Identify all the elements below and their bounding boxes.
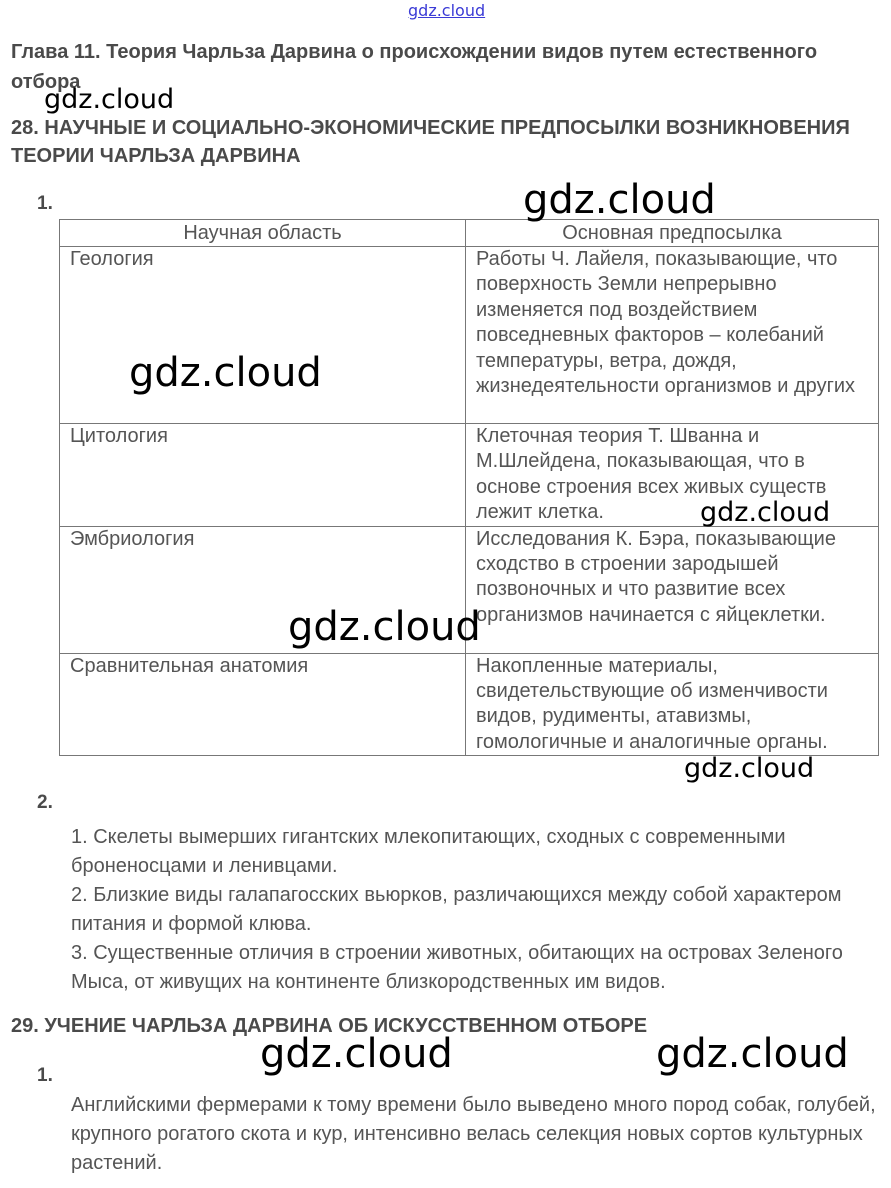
premise-cell: Работы Ч. Лайеля, показывающие, что поверхность Земли непрерывно изменяется под воздействием повседневных факторов – колебаний температуры, ветра, дождя, жизнедеятельности организмов и других — [466, 247, 879, 424]
watermark: gdz.cloud — [700, 497, 831, 528]
answer-text: Английскими фермерами к тому времени было выведено много пород собак, голубей, крупного рогатого скота и кур, интенсивно велась селекция новых сортов культурных растений. — [71, 1094, 876, 1174]
list-item: 3. Существенные отличия в строении животных, обитающих на островах Зеленого Мыса, от живущих на континенте близкородственных им видов. — [71, 942, 843, 993]
premise-cell: Клеточная теория Т. Шванна и М.Шлейдена, показывающая, что в основе строения всех живых существ лежит клетка. — [466, 424, 879, 527]
table-row — [60, 247, 879, 424]
task-number: 1. — [37, 193, 53, 214]
answer-paragraph — [71, 1091, 881, 1178]
list-item: 2. Близкие виды галапагосских вьюрков, различающихся между собой характером питания и формой клюва. — [71, 884, 842, 935]
section-28-title: 28. НАУЧНЫЕ И СОЦИАЛЬНО-ЭКОНОМИЧЕСКИЕ ПРЕДПОСЫЛКИ ВОЗНИКНОВЕНИЯ ТЕОРИИ ЧАРЛЬЗА ДАРВИНА — [11, 117, 850, 167]
table-row — [60, 653, 879, 756]
list-item: 1. Скелеты вымерших гигантских млекопитающих, сходных с современными броненосцами и ленивцами. — [71, 826, 786, 877]
section-29-title: 29. УЧЕНИЕ ЧАРЛЬЗА ДАРВИНА ОБ ИСКУССТВЕННОМ ОТБОРЕ — [11, 1015, 648, 1037]
table-header-row — [60, 220, 879, 247]
premises-table — [59, 219, 879, 756]
column-header: Основная предпосылка — [466, 220, 879, 247]
watermark: gdz.cloud — [260, 1031, 453, 1077]
watermark: gdz.cloud — [288, 604, 481, 650]
task-2-list — [71, 823, 881, 997]
premise-cell: Исследования К. Бэра, показывающие сходство в строении зародышей позвоночных и что развитие всех организмов начинается с яйцеклетки. — [466, 526, 879, 653]
area-cell: Цитология — [60, 424, 466, 527]
premise-cell: Накопленные материалы, свидетельствующие об изменчивости видов, рудименты, атавизмы, гомологичные и аналогичные органы. — [466, 653, 879, 756]
chapter-title: Глава 11. Теория Чарльза Дарвина о происхождении видов путем естественного отбора — [11, 41, 818, 93]
area-cell: Геология — [60, 247, 466, 424]
watermark: gdz.cloud — [523, 177, 716, 223]
watermark: gdz.cloud — [129, 350, 322, 396]
task-number: 1. — [37, 1065, 53, 1086]
watermark: gdz.cloud — [684, 753, 815, 784]
watermark: gdz.cloud — [656, 1031, 849, 1077]
watermark-top-link[interactable]: gdz.cloud — [408, 1, 486, 20]
column-header: Научная область — [60, 220, 466, 247]
task-number: 2. — [37, 792, 53, 813]
area-cell: Эмбриология — [60, 526, 466, 653]
watermark: gdz.cloud — [44, 84, 175, 115]
area-cell: Сравнительная анатомия — [60, 653, 466, 756]
